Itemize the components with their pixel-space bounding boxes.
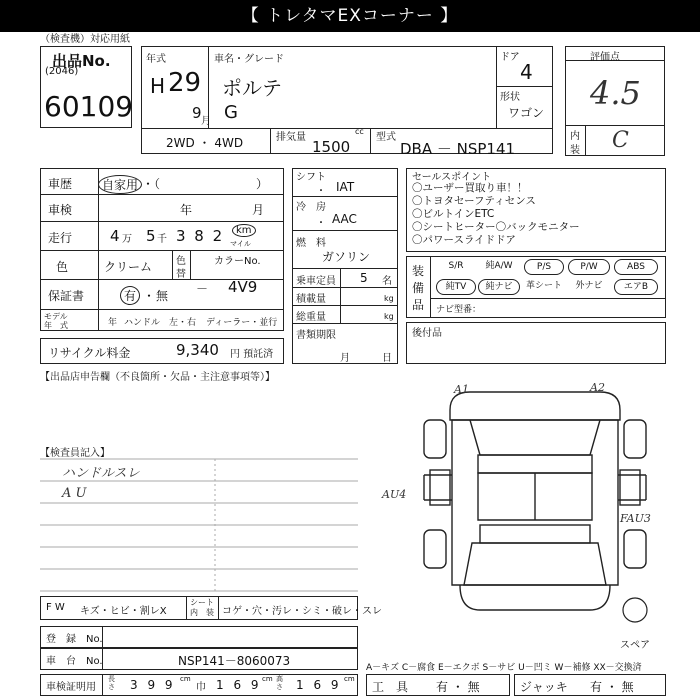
recycle-label: リサイクル料金	[48, 346, 131, 360]
color-value: クリーム	[104, 260, 153, 274]
inspector-label: 【検査員記入】	[40, 448, 110, 459]
mileage-rest: 3 8 2	[176, 227, 225, 245]
ac-label: 冷 房	[296, 202, 326, 213]
seat-label-1: シート	[190, 598, 214, 607]
month-unit: 月	[201, 116, 211, 127]
model-label: 型式	[376, 132, 396, 143]
interior-score: C	[612, 128, 629, 153]
equipment-label-3: 品	[412, 298, 425, 312]
equip-tv: 純TV	[436, 279, 476, 295]
mileage-man: 4	[110, 227, 120, 245]
capacity-unit: 名	[382, 276, 392, 287]
model-year-label-2: 年 式	[44, 321, 68, 330]
fuel-value: ガソリン	[322, 250, 371, 264]
seat-label-2: 内 装	[190, 608, 214, 617]
handle-side: ハンドル 左・右	[124, 318, 197, 328]
recycle-amount: 9,340	[176, 341, 219, 359]
displacement-value: 1500	[312, 138, 351, 156]
warranty-label: 保証書	[48, 289, 85, 303]
gross-unit: kg	[384, 312, 394, 321]
repaint-label-1: 色	[176, 256, 186, 267]
model-year-unit: 年	[108, 318, 118, 328]
aftermarket-label: 後付品	[412, 328, 442, 339]
sales-point: 〇ユーザー買取り車！！	[412, 182, 528, 194]
model-code: DBA － NSP141	[400, 140, 516, 158]
cm-unit: cm	[180, 675, 191, 683]
spare-label: スペア	[620, 640, 650, 651]
repaint-label-2: 替	[176, 269, 186, 280]
page-header: 【 トレタマEXコーナー 】	[0, 0, 700, 32]
history-close: ）	[256, 177, 269, 191]
equip-alloy: 純A/W	[485, 261, 513, 271]
cm-unit: cm	[344, 675, 355, 683]
damage-mark: AU4	[382, 488, 407, 501]
color-no: 4V9	[228, 278, 258, 296]
gross-label: 総重量	[296, 312, 326, 323]
displacement-label: 排気量	[276, 132, 306, 143]
shape-value: ワゴン	[508, 106, 545, 120]
lot-label: 出品No.	[52, 52, 111, 70]
doc-label: 書類期限	[296, 330, 336, 341]
mileage-sen-unit: 千	[157, 234, 167, 245]
equip-navi: 純ナビ	[478, 279, 520, 295]
color-no-dash: －	[196, 282, 209, 296]
cm-unit: cm	[262, 675, 273, 683]
fuel-label: 燃 料	[296, 238, 326, 249]
height-value: 1 6 9	[296, 678, 342, 692]
ac-dot: ・	[316, 218, 326, 229]
sales-point: 〇ビルトインETC	[412, 208, 495, 220]
color-no-label: カラーNo.	[214, 256, 261, 267]
shaken-year-unit: 年	[180, 203, 193, 217]
tools-value: 有 ・ 無	[436, 680, 480, 694]
vin-label: 車 台 No.	[46, 656, 103, 667]
drive-type: 2WD ・ 4WD	[166, 136, 244, 150]
width-value: 1 6 9	[216, 678, 262, 692]
equip-sunroof: S/R	[448, 261, 464, 271]
warranty-no: 無	[156, 289, 169, 303]
shaken-label: 車検	[48, 203, 73, 217]
ac-value: AAC	[332, 212, 357, 226]
year-value: 29	[168, 68, 202, 98]
shift-value: IAT	[336, 180, 355, 194]
fw-items: キズ・ヒビ・割レX	[80, 606, 167, 617]
seat-items: コゲ・穴・汚レ・シミ・破レ・スレ	[222, 606, 382, 617]
aftermarket-box	[406, 322, 666, 364]
interior-label-2: 装	[570, 145, 580, 156]
equipment-label-2: 備	[412, 281, 425, 295]
mileage-sen: 5	[146, 227, 156, 245]
doc-month: 月	[340, 353, 350, 364]
fw-label: F W	[46, 602, 65, 613]
inspector-note: A U	[62, 486, 87, 501]
equip-ext-navi: 外ナビ	[575, 281, 603, 291]
year-label: 年式	[146, 54, 166, 65]
width-label: 巾	[196, 682, 206, 693]
shape-label: 形状	[500, 92, 520, 103]
month-value: 9	[192, 104, 202, 122]
car-name: ポルテ	[222, 76, 282, 100]
shaken-month-unit: 月	[252, 203, 265, 217]
mileage-label: 走行	[48, 231, 73, 245]
capacity-label: 乗車定員	[296, 276, 336, 287]
damage-mark: A2	[590, 381, 605, 394]
score-label: 評価点	[590, 52, 620, 63]
report-label: 【出品店申告欄（不良箇所・欠品・主注意事項等）】	[40, 372, 275, 383]
damage-mark: A1	[454, 383, 469, 396]
equip-airbag: エアB	[614, 279, 658, 295]
score-value: 4.5	[590, 74, 641, 112]
damage-legend: A－キズ C－腐食 E－エクボ S－サビ U－凹ミ W－補修 XX－交換済	[366, 663, 642, 673]
warranty-sep: ・	[143, 289, 156, 303]
history-value: 自家用	[98, 175, 142, 194]
car-grade: G	[224, 102, 238, 123]
doc-day: 日	[382, 353, 392, 364]
recycle-unit: 円 預託済	[230, 349, 274, 360]
lot-sub: (2046)	[45, 66, 79, 77]
sales-point: 〇トヨタセーフティセンス	[412, 195, 536, 207]
cert-label: 車検証明用	[46, 682, 96, 693]
jack-label: ジャッキ	[520, 680, 568, 694]
name-label: 車名・グレード	[214, 54, 284, 65]
cc-unit: cc	[355, 127, 364, 136]
form-note: （検査機）対応用紙	[40, 34, 130, 45]
mileage-man-unit: 万	[122, 234, 132, 245]
interior-label-1: 内	[570, 131, 580, 142]
model-year-label-1: モデル	[44, 312, 68, 321]
length-value: 3 9 9	[130, 678, 176, 692]
sales-point: 〇パワースライドドア	[412, 234, 516, 246]
sales-point: 〇シートヒーター〇バックモニター	[412, 221, 580, 233]
lot-number: 60109	[44, 90, 134, 123]
vin-value: NSP141－8060073	[178, 654, 291, 668]
height-label: 高さ	[276, 675, 283, 691]
equip-ps: P/S	[524, 259, 564, 275]
length-label: 長さ	[108, 675, 115, 691]
damage-mark: FAU3	[620, 512, 651, 525]
sales-points-label: セールスポイント	[412, 172, 492, 183]
tools-label: 工 具	[372, 680, 409, 694]
color-label: 色	[56, 260, 69, 274]
jack-value: 有 ・ 無	[590, 680, 634, 694]
km-unit: km	[232, 224, 256, 237]
warranty-yes: 有	[120, 286, 140, 305]
inspector-note: ハンドルスレ	[62, 466, 140, 481]
history-label: 車歴	[48, 177, 73, 191]
history-dot: ・（	[142, 177, 161, 191]
car-diagram	[410, 380, 660, 625]
equip-pw: P/W	[568, 259, 610, 275]
era: H	[150, 74, 166, 98]
load-label: 積載量	[296, 294, 326, 305]
dealer-type: ディーラー・並行	[206, 318, 278, 328]
mile-unit: マイル	[230, 240, 251, 248]
door-label: ドア	[500, 52, 520, 63]
capacity-value: 5	[360, 271, 368, 285]
equipment-label-1: 装	[412, 264, 425, 278]
shift-label: シフト	[296, 172, 326, 183]
registration-label: 登 録 No.	[46, 634, 103, 645]
door-count: 4	[520, 60, 533, 84]
navi-model-label: ナビ型番：	[436, 305, 482, 315]
equip-abs: ABS	[614, 259, 658, 275]
load-unit: kg	[384, 294, 394, 303]
shift-dot: ・	[316, 186, 326, 197]
equip-leather: 革シート	[525, 281, 562, 291]
